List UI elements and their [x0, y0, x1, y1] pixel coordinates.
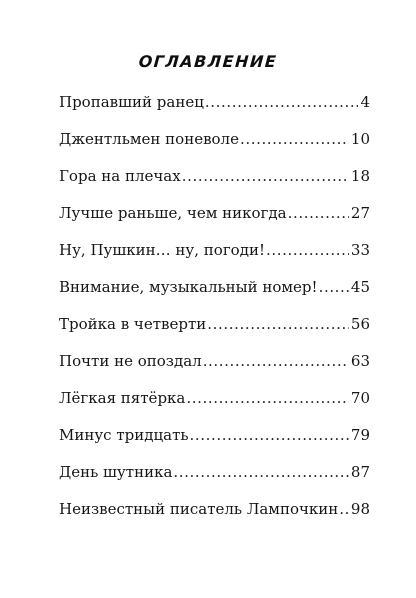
toc-entry [59, 313, 370, 335]
toc-entry-title: Ну, Пушкин… ну, погоди! [59, 241, 265, 259]
dot-leader [203, 350, 349, 372]
toc-entry-page: 98 [350, 500, 370, 518]
dot-leader [288, 202, 349, 224]
toc-entry [59, 91, 370, 113]
toc-entry-page: 4 [360, 93, 370, 111]
toc-entry-page: 79 [350, 426, 370, 444]
toc-entry [59, 276, 370, 298]
toc-entry-title: Джентльмен поневоле [59, 130, 239, 148]
dot-leader [190, 424, 349, 446]
dot-leader [207, 313, 349, 335]
toc-entry [59, 387, 370, 409]
toc-entry [59, 350, 370, 372]
toc-entry [59, 461, 370, 483]
dot-leader [319, 276, 349, 298]
toc-entry-page: 70 [350, 389, 370, 407]
toc-entry-title: Внимание, музыкальный номер! [59, 278, 318, 296]
toc-entry-title: День шутника [59, 463, 173, 481]
dot-leader [240, 128, 349, 150]
toc-entry-title: Минус тридцать [59, 426, 189, 444]
dot-leader [339, 498, 349, 520]
dot-leader [182, 165, 349, 187]
toc-entry-title: Пропавший ранец [59, 93, 204, 111]
toc-entry [59, 202, 370, 224]
dot-leader [266, 239, 349, 261]
toc-entry [59, 498, 370, 520]
toc-entry-title: Неизвестный писатель Лампочкин [59, 500, 339, 518]
toc-entry-page: 63 [350, 352, 370, 370]
toc-entry-title: Почти не опоздал [59, 352, 202, 370]
toc-entry-page: 56 [350, 315, 370, 333]
toc-entry [59, 165, 370, 187]
toc-entry-title: Лёгкая пятёрка [59, 389, 186, 407]
toc-heading: ОГЛАВЛЕНИЕ [138, 52, 278, 71]
toc-entry-page: 27 [350, 204, 370, 222]
dot-leader [205, 91, 359, 113]
toc-entry-page: 33 [350, 241, 370, 259]
dot-leader [173, 461, 349, 483]
toc-entry-page: 10 [350, 130, 370, 148]
toc-entry-page: 87 [350, 463, 370, 481]
toc-entry-title: Гора на плечах [59, 167, 181, 185]
toc-entry-title: Лучше раньше, чем никогда [59, 204, 287, 222]
toc-entry-page: 18 [350, 167, 370, 185]
toc-entry-page: 45 [350, 278, 370, 296]
toc-entry [59, 424, 370, 446]
toc-entry [59, 128, 370, 150]
toc-entry [59, 239, 370, 261]
toc-entry-title: Тройка в четверти [59, 315, 207, 333]
dot-leader [186, 387, 349, 409]
